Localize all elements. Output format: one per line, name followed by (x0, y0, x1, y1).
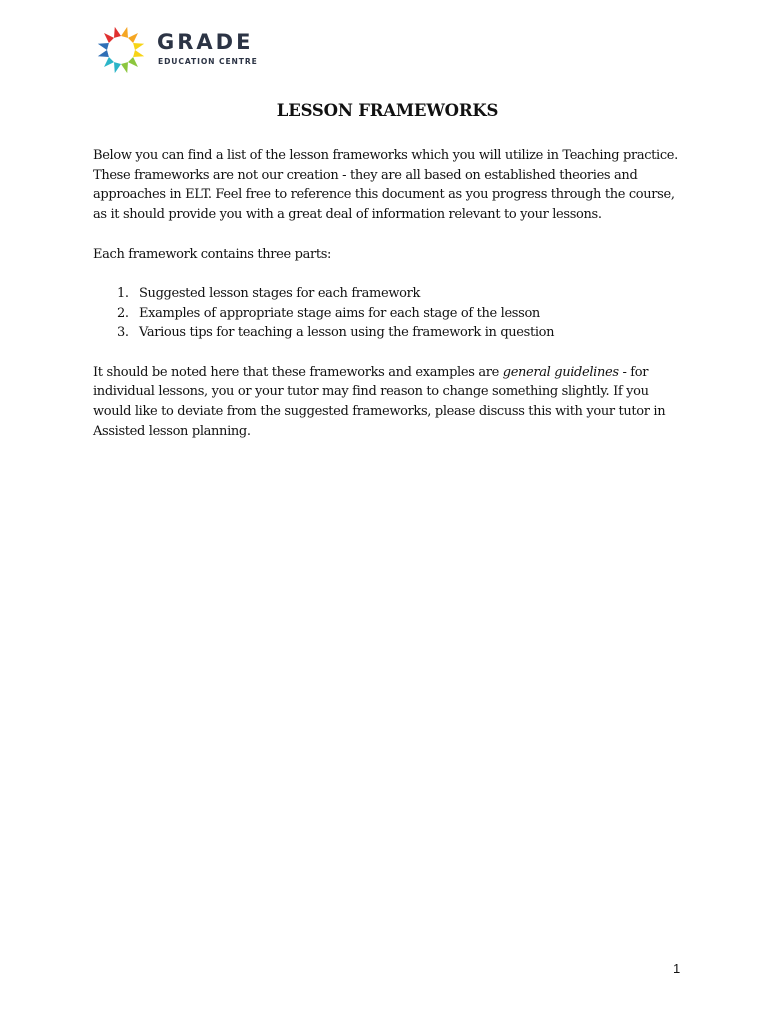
list-item-text: Various tips for teaching a lesson using the framework in question (139, 325, 555, 341)
framework-parts-list (93, 284, 688, 343)
page-number: 1 (673, 961, 681, 976)
starburst-core (110, 39, 132, 61)
list-item-number: 1. (117, 285, 129, 301)
starburst-ray (121, 27, 128, 38)
list-item (93, 323, 688, 343)
guidelines-text-start: It should be noted here that these frameworks and examples are (93, 364, 503, 380)
intro-paragraph: Below you can find a list of the lesson frameworks which you will utilize in Teaching practice. These frameworks are not our creation - they are all based on established theories and approaches in ELT. Feel free to reference this document as you progress through the course, as it should provide you with a great deal of information relevant to your lessons. (93, 148, 678, 223)
starburst-ray (128, 33, 138, 43)
starburst-ray (128, 57, 138, 67)
starburst-ray (114, 62, 121, 73)
starburst-ray (98, 50, 109, 57)
starburst-ray (98, 43, 109, 50)
page-title: LESSON FRAMEWORKS (276, 101, 499, 120)
logo-wordmark: GRADE (157, 30, 254, 54)
logo-subtitle: EDUCATION CENTRE (158, 57, 258, 66)
starburst-ray (121, 62, 128, 73)
starburst-ray (133, 43, 144, 50)
starburst-ray (104, 33, 114, 43)
list-item-number: 3. (117, 325, 129, 341)
list-item (93, 304, 688, 324)
grade-logo (96, 25, 276, 75)
list-item (93, 284, 688, 304)
list-item-text: Examples of appropriate stage aims for each stage of the lesson (139, 305, 540, 321)
document-body (93, 146, 688, 461)
list-item-number: 2. (117, 305, 129, 321)
starburst-ray (104, 57, 114, 67)
parts-lead-text: Each framework contains three parts: (93, 246, 332, 262)
guidelines-paragraph (93, 363, 688, 442)
starburst-ray (114, 27, 121, 38)
guidelines-text-end: - for individual lessons, you or your tutor may find reason to change something slightly. If you would like to deviate from the suggested frameworks, please discuss this with your tutor in Assisted lesson planning. (93, 364, 666, 439)
starburst-logo-icon (96, 25, 146, 75)
starburst-ray (133, 50, 144, 57)
list-item-text: Suggested lesson stages for each framework (139, 285, 421, 301)
guidelines-emphasis: general guidelines (502, 364, 619, 380)
